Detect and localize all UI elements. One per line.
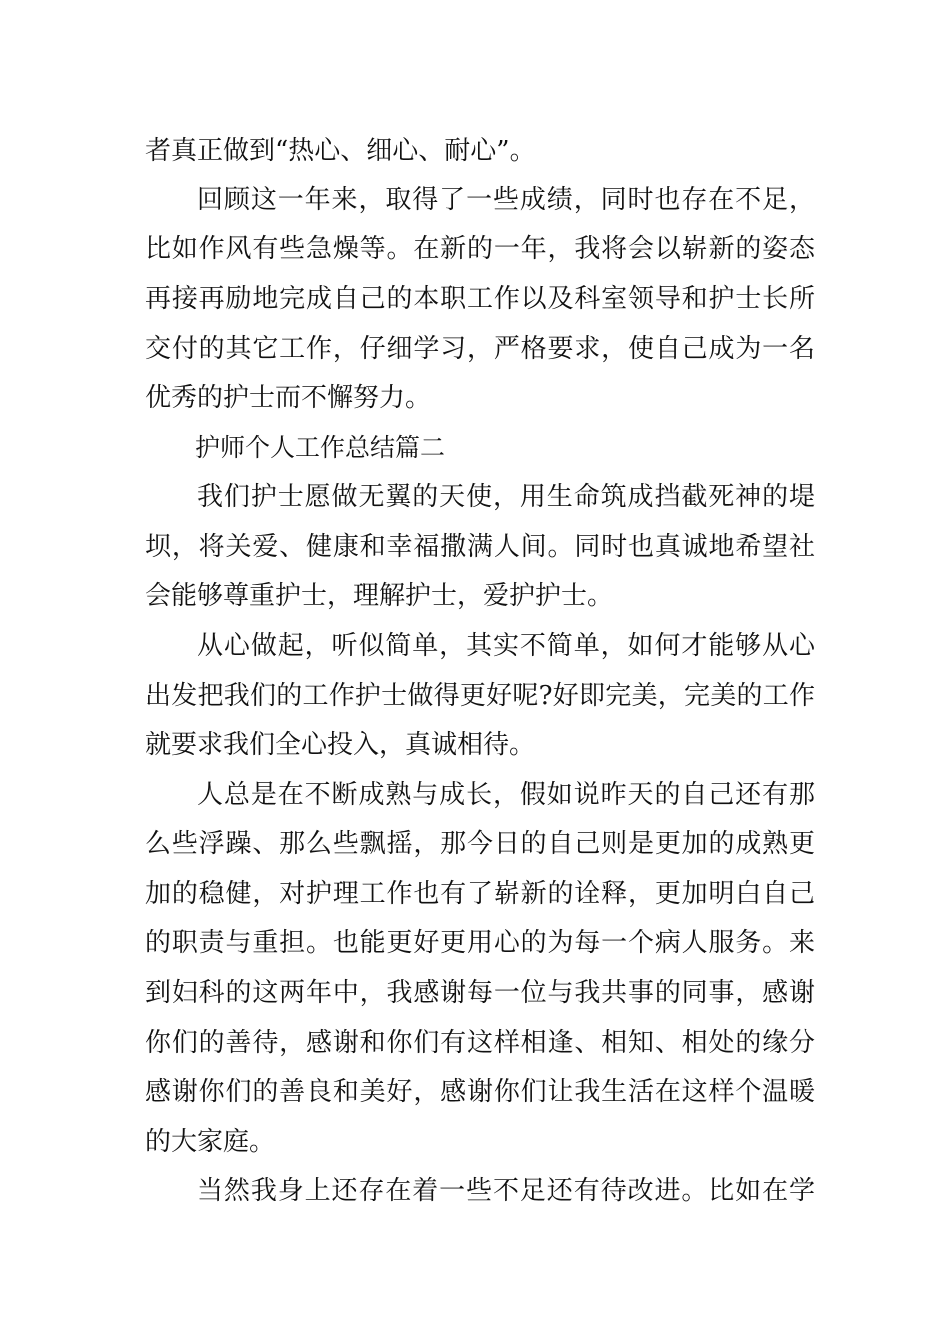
text-line: 的大家庭。 — [145, 1127, 276, 1157]
text-line: 感谢你们的善良和美好，感谢你们让我生活在这样个温暖 — [145, 1077, 815, 1107]
text-line: 者真正做到“热心、细心、耐心”。 — [145, 136, 536, 166]
text-line: 回顾这一年来，取得了一些成绩，同时也存在不足， — [197, 185, 815, 215]
text-line: 我们护士愿做无翼的天使，用生命筑成挡截死神的堤 — [197, 482, 815, 512]
text-line: 当然我身上还存在着一些不足还有待改进。比如在学 — [197, 1176, 815, 1206]
text-line: 加的稳健，对护理工作也有了崭新的诠释，更加明白自己 — [145, 879, 815, 909]
text-line: 从心做起，听似简单，其实不简单，如何才能够从心 — [197, 631, 815, 661]
text-line: 么些浮躁、那么些飘摇，那今日的自己则是更加的成熟更 — [145, 829, 815, 859]
text-line: 坝，将关爱、健康和幸福撒满人间。同时也真诚地希望社 — [145, 532, 815, 562]
text-line: 会能够尊重护士，理解护士，爱护护士。 — [145, 581, 614, 611]
text-line: 优秀的护士而不懈努力。 — [145, 383, 432, 413]
text-line: 你们的善待，感谢和你们有这样相逢、相知、相处的缘分 — [145, 1028, 815, 1058]
text-line: 出发把我们的工作护士做得更好呢?好即完美，完美的工作 — [145, 681, 815, 711]
text-line: 人总是在不断成熟与成长，假如说昨天的自己还有那 — [197, 780, 815, 810]
text-line: 比如作风有些急燥等。在新的一年，我将会以崭新的姿态 — [145, 234, 815, 264]
text-line: 到妇科的这两年中，我感谢每一位与我共事的同事，感谢 — [145, 978, 815, 1008]
text-line: 交付的其它工作，仔细学习，严格要求，使自己成为一名 — [145, 334, 815, 364]
section-heading: 护师个人工作总结篇二 — [195, 433, 446, 462]
text-line: 的职责与重担。也能更好更用心的为每一个病人服务。来 — [145, 928, 815, 958]
text-line: 再接再励地完成自己的本职工作以及科室领导和护士长所 — [145, 284, 815, 314]
text-line: 就要求我们全心投入，真诚相待。 — [145, 730, 536, 760]
